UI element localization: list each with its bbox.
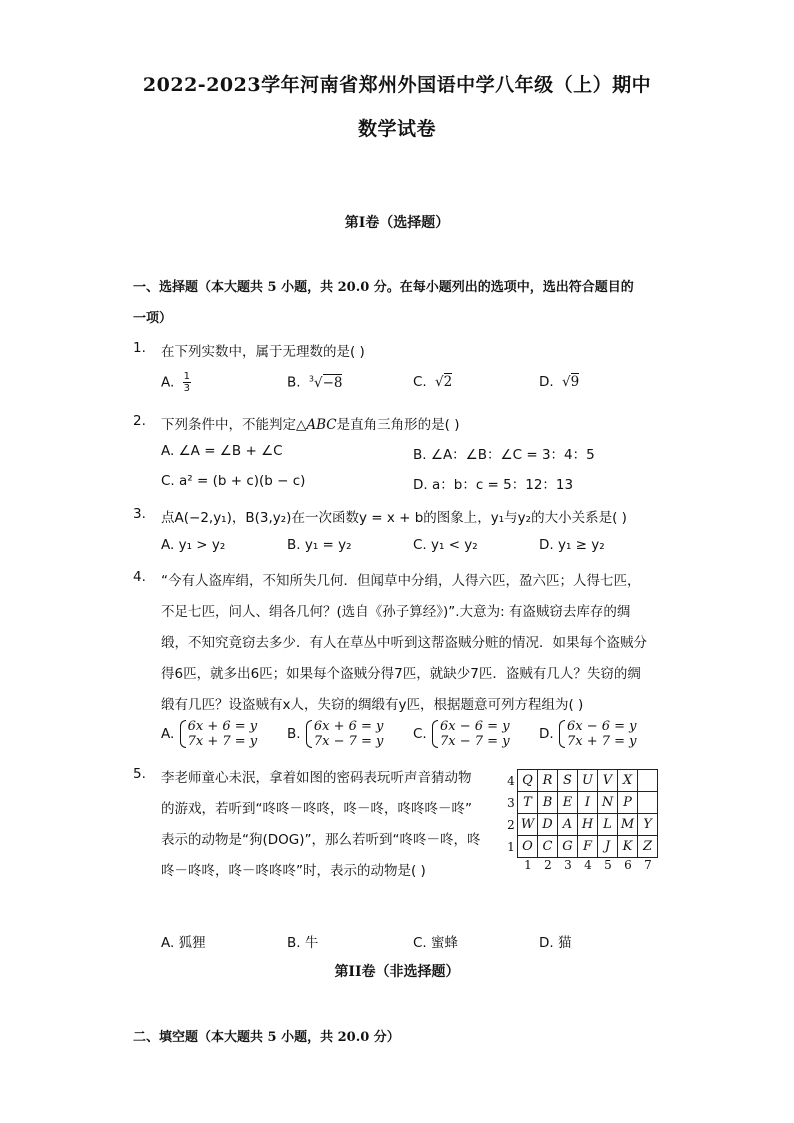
cipher-column-label: 5 (604, 858, 612, 872)
cipher-cell: K (618, 836, 638, 858)
cipher-column-label: 3 (564, 858, 572, 872)
fraction (183, 371, 191, 394)
question-stem: 在下列实数中，属于无理数的是( ) (161, 344, 365, 360)
cipher-column-labels (518, 858, 658, 872)
cipher-cell: A (558, 814, 578, 836)
cipher-cell: O (518, 836, 538, 858)
cipher-row (505, 770, 658, 792)
square-root (435, 374, 452, 390)
cipher-row (505, 792, 658, 814)
section2-heading: 二、填空题（本大题共 5 小题，共 20.0 分） (133, 1030, 400, 1045)
cipher-row (505, 836, 658, 858)
option-d[interactable] (539, 374, 579, 390)
cipher-grid (505, 769, 658, 858)
question-stem (161, 413, 459, 433)
stem-math: △ABC (296, 417, 337, 433)
cipher-cell: G (558, 836, 578, 858)
page-subtitle: 数学试卷 (357, 118, 436, 140)
option-b[interactable] (287, 719, 383, 749)
question-stem: 点A(−2,y₁)，B(3,y₂)在一次函数y = x + b的图象上，y₁与y₂的大小关系是( ) (161, 510, 627, 526)
question-stem-line: 咚－咚咚，咚－咚咚咚”时，表示的动物是( ) (161, 863, 426, 879)
question-number: 1. (133, 340, 146, 356)
radical-icon: √ (313, 374, 323, 391)
option-label: B. (287, 374, 301, 391)
cipher-column-label: 2 (544, 858, 552, 872)
cipher-cell: V (598, 770, 618, 792)
section1-heading-line1: 一、选择题（本大题共 5 小题，共 20.0 分。在每小题列出的选项中，选出符合题目的 (133, 280, 634, 295)
radical-icon: √ (435, 374, 444, 390)
cipher-cell: T (518, 792, 538, 814)
option-d[interactable] (539, 719, 637, 749)
cube-root (309, 375, 343, 391)
cipher-row-label: 2 (507, 817, 515, 832)
option-label: D. (539, 374, 554, 390)
cipher-cell: R (538, 770, 558, 792)
option-b[interactable]: B. ∠A：∠B：∠C = 3：4：5 (413, 447, 595, 463)
radicand: 2 (443, 374, 453, 390)
cipher-column-label: 7 (644, 858, 652, 872)
cipher-cell: Z (638, 836, 658, 858)
option-b[interactable]: B. 牛 (287, 935, 319, 951)
root-index: 3 (308, 374, 314, 383)
option-a[interactable] (161, 719, 257, 749)
equation: 7x − 7 = y (440, 734, 510, 749)
question-stem-line: 得6匹，就多出6匹；如果每个盗贼分得7匹，就缺少7匹．盗贼有几人？失窃的绸 (161, 666, 641, 682)
cipher-cell: M (618, 814, 638, 836)
fraction-denominator: 3 (183, 383, 190, 394)
option-b[interactable]: B. y₁ = y₂ (287, 537, 352, 553)
cipher-cell: Q (518, 770, 538, 792)
equation: 6x − 6 = y (566, 719, 637, 734)
stem-text: 下列条件中，不能判定 (161, 417, 296, 433)
option-c[interactable]: C. y₁ < y₂ (413, 537, 478, 553)
cipher-row-label: 4 (507, 773, 515, 788)
equation-system (179, 719, 258, 749)
option-b[interactable] (287, 374, 342, 391)
equation: 6x − 6 = y (440, 719, 510, 734)
question-number: 2. (133, 413, 146, 429)
part2-heading: 第II卷（非选择题） (334, 964, 460, 980)
cipher-cell: U (578, 770, 598, 792)
option-c[interactable]: C. 蜜蜂 (413, 935, 459, 951)
cipher-cell: L (598, 814, 618, 836)
option-a[interactable]: A. 狐狸 (161, 935, 206, 951)
option-d[interactable]: D. y₁ ≥ y₂ (539, 537, 605, 553)
cipher-cell: P (618, 792, 638, 814)
cipher-cell: D (538, 814, 558, 836)
option-c[interactable]: C. a² = (b + c)(b − c) (161, 473, 306, 489)
question-stem-line: 缎有几匹？设盗贼有x人，失窃的绸缎有y匹，根据题意可列方程组为( ) (161, 697, 584, 713)
question-number: 5. (133, 766, 146, 782)
option-label: A. (161, 726, 175, 742)
cipher-cell: S (558, 770, 578, 792)
question-stem-line: 缎，不知究竟窃去多少．有人在草丛中听到这帮盗贼分赃的情况．如果每个盗贼分 (161, 635, 647, 651)
question-stem-line: 不足七匹，问人、绢各几何？(选自《孙子算经》)”.大意为: 有盗贼窃去库存的绸 (161, 604, 631, 620)
cipher-cell (638, 770, 658, 792)
cipher-cell: N (598, 792, 618, 814)
cipher-cell: W (518, 814, 538, 836)
question-stem-line: “今有人盗库绢，不知所失几何．但闻草中分绢，人得六匹，盈六匹；人得七匹， (161, 573, 641, 589)
cipher-cell: Y (638, 814, 658, 836)
cipher-cell: F (578, 836, 598, 858)
square-root (562, 374, 579, 390)
option-d[interactable]: D. 猫 (539, 935, 572, 951)
question-number: 3. (133, 506, 146, 522)
question-number: 4. (133, 569, 146, 585)
radicand: 9 (570, 374, 580, 390)
equation: 7x + 7 = y (187, 734, 258, 749)
cipher-column-label: 1 (524, 858, 532, 872)
cipher-cell: B (538, 792, 558, 814)
equation: 7x − 7 = y (313, 734, 384, 749)
cipher-cell: E (558, 792, 578, 814)
cipher-row-label: 1 (507, 839, 515, 854)
equation-system (305, 719, 384, 749)
part1-heading: 第I卷（选择题） (344, 215, 450, 231)
equation-system (431, 719, 510, 749)
radicand: −8 (322, 374, 343, 391)
option-c[interactable] (413, 374, 452, 390)
cipher-column-label: 6 (624, 858, 632, 872)
question-stem-line: 的游戏，若听到“咚咚－咚咚，咚－咚，咚咚咚－咚” (161, 801, 472, 817)
equation: 7x + 7 = y (566, 734, 637, 749)
cipher-table (505, 769, 658, 872)
option-label: A. (161, 374, 175, 391)
stem-text: 是直角三角形的是( ) (336, 417, 460, 433)
fraction-numerator: 1 (183, 371, 190, 382)
option-label: B. (287, 726, 301, 742)
option-label: C. (413, 374, 427, 390)
cipher-row-label: 3 (507, 795, 515, 810)
option-a[interactable]: A. y₁ > y₂ (161, 537, 226, 553)
option-c[interactable] (413, 719, 510, 749)
radical-icon: √ (561, 374, 571, 390)
cipher-cell: X (618, 770, 638, 792)
equation: 6x + 6 = y (313, 719, 384, 734)
cipher-cell: I (578, 792, 598, 814)
cipher-cell: J (598, 836, 618, 858)
equation: 6x + 6 = y (187, 719, 258, 734)
section1-heading-line2: 一项） (133, 311, 173, 326)
cipher-row (505, 814, 658, 836)
option-label: C. (413, 726, 427, 742)
option-d[interactable]: D. a：b：c = 5：12：13 (413, 477, 574, 493)
question-stem-line: 表示的动物是“狗(DOG)”，那么若听到“咚咚－咚，咚 (161, 832, 481, 848)
cipher-cell (638, 792, 658, 814)
cipher-cell: C (538, 836, 558, 858)
option-a[interactable]: A. ∠A = ∠B + ∠C (161, 443, 283, 459)
equation-system (558, 719, 637, 749)
page-title: 2022-2023学年河南省郑州外国语中学八年级（上）期中 (142, 74, 652, 96)
cipher-cell: H (578, 814, 598, 836)
cipher-column-label: 4 (584, 858, 592, 872)
option-label: D. (539, 726, 554, 742)
question-stem-line: 李老师童心未泯，拿着如图的密码表玩听声音猜动物 (161, 770, 472, 786)
option-a[interactable] (161, 371, 191, 394)
